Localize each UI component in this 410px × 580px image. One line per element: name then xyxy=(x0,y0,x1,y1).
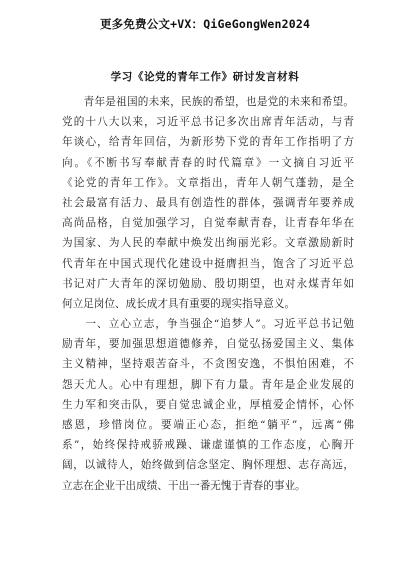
body-line: 何立足岗位、成长成才具有重要的现实指导意义。 xyxy=(62,297,296,310)
body-line: 怨天尤人。心中有理想，脚下有力量。青年是企业发展的 xyxy=(62,378,354,391)
body-line: 青年是祖国的未来，民族的希望，也是党的未来和希望。 xyxy=(62,96,354,108)
body-line: 阔，以诚待人，始终做到信念坚定、胸怀理想、志存高远， xyxy=(62,459,354,472)
body-line: 书记对广大青年的深切勉励、殷切期望，也对永煤青年如 xyxy=(62,277,354,290)
document-title: 学习《论党的青年工作》研讨发言材料 xyxy=(110,71,300,83)
body-line: 向。《不断书写奉献青春的时代篇章》一文摘自习近平 xyxy=(62,156,354,169)
body-line: 党的十八大以来，习近平总书记多次出席青年活动，与青 xyxy=(62,116,354,129)
body-line: 社会最富有活力、最具有创造性的群体，强调青年要养成 xyxy=(62,196,354,209)
body-line: 系”，始终保持戒骄戒躁、谦虚谨慎的工作态度，心胸开 xyxy=(62,439,354,452)
body-line: 年谈心，给青年回信，为新形势下党的青年工作指明了方 xyxy=(62,136,354,149)
body-line: 为国家、为人民的奉献中焕发出绚丽光彩。文章激励新时 xyxy=(62,237,354,250)
watermark-header: 更多免费公文+VX：QiGeGongWen2024 xyxy=(99,17,311,31)
document-body xyxy=(62,92,354,496)
body-line: 主义精神，坚持艰苦奋斗，不贪图安逸，不惧怕困难，不 xyxy=(62,358,354,371)
body-line: 立志在企业干出成绩、干出一番无愧于青春的事业。 xyxy=(62,479,306,492)
body-line: 感恩，珍惜岗位。要端正心态，拒绝“躺平”，远离“佛 xyxy=(62,419,354,431)
body-line: 生力军和突击队，要自觉忠诚企业，厚植爱企情怀，心怀 xyxy=(62,398,354,411)
body-line: 代青年在中国式现代化建设中挺膺担当，饱含了习近平总 xyxy=(62,257,354,270)
body-line: 高尚品格，自觉加强学习，自觉奉献青春，让青春年华在 xyxy=(62,217,354,230)
body-line: 励青年，要加强思想道德修养，自觉弘扬爱国主义、集体 xyxy=(62,338,354,351)
body-line: 《论党的青年工作》。文章指出，青年人朝气蓬勃，是全 xyxy=(62,176,354,189)
body-line: 一、立心立志，争当强企“追梦人”。习近平总书记勉 xyxy=(62,318,354,331)
